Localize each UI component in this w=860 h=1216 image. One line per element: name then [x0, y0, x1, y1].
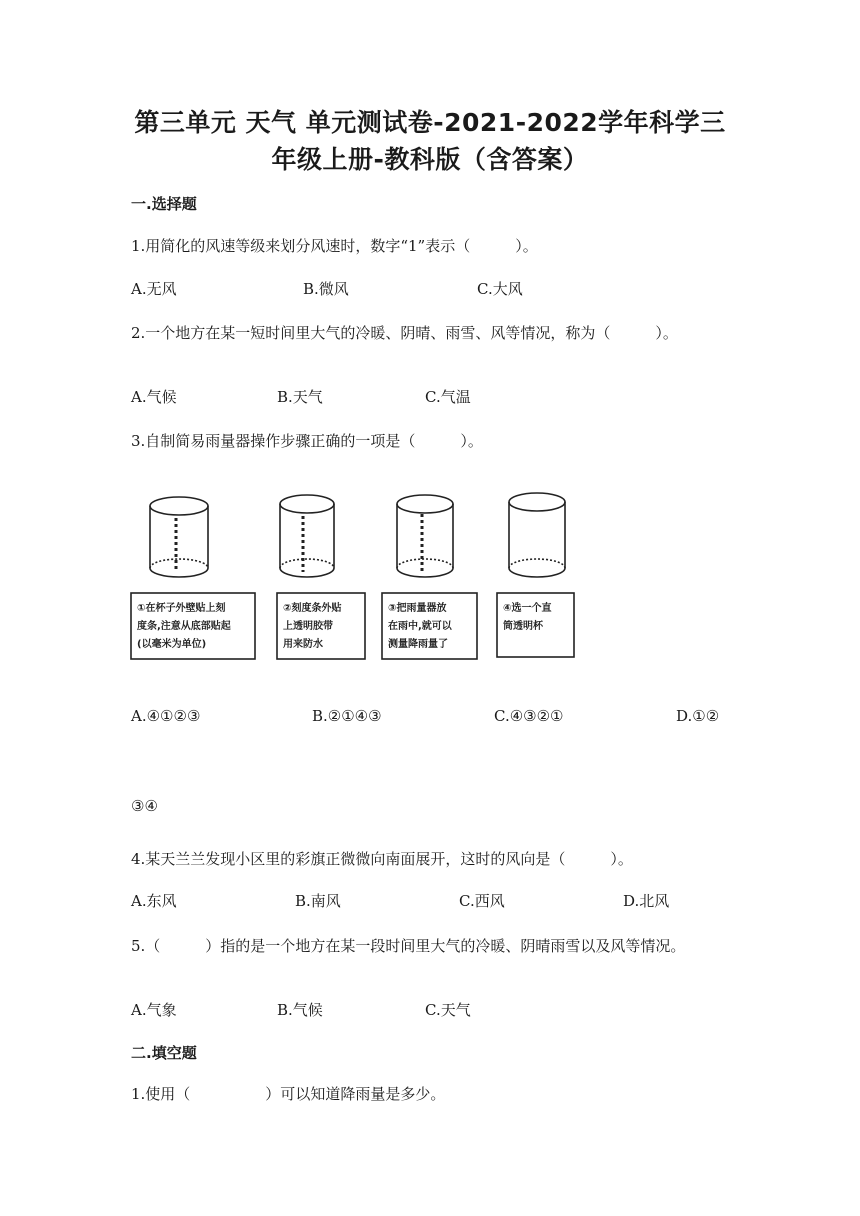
caption-3-line-3: 测量降雨量了	[388, 639, 448, 650]
caption-3-line-2: 在雨中,就可以	[388, 621, 452, 632]
q1-option-a: A.无风	[131, 280, 177, 298]
section-heading-fill-blank: 二.填空题	[131, 1044, 197, 1062]
cup-4-empty	[509, 493, 565, 577]
q5-option-a: A.气象	[131, 1001, 177, 1019]
caption-4-line-2: 筒透明杯	[503, 621, 543, 632]
section-heading-choice: 一.选择题	[131, 195, 197, 213]
q3-option-c: C.④③②①	[494, 707, 564, 725]
q2-option-a: A.气候	[131, 388, 177, 406]
caption-2-line-2: 上透明胶带	[283, 621, 333, 632]
q5-option-c: C.天气	[425, 1001, 471, 1019]
q3-option-d-continued: ③④	[131, 797, 158, 815]
question-2: 2.一个地方在某一短时间里大气的冷暖、阴晴、雨雪、风等情况，称为（ ）。	[131, 324, 678, 342]
title-line-2: 年级上册-教科版（含答案）	[271, 145, 589, 174]
caption-1-line-2: 度条,注意从底部贴起	[137, 621, 231, 632]
q1-option-b: B.微风	[303, 280, 349, 298]
caption-box-2	[277, 593, 365, 659]
q4-option-c: C.西风	[459, 892, 505, 910]
title-line-1: 第三单元 天气 单元测试卷-2021-2022学年科学三	[134, 108, 726, 137]
caption-4-line-1: ④选一个直	[503, 603, 552, 614]
question-1: 1.用简化的风速等级来划分风速时，数字“1”表示（ ）。	[131, 237, 538, 255]
q3-option-d: D.①②	[676, 707, 720, 725]
cup-3-with-scale	[397, 495, 453, 577]
q4-option-d: D.北风	[623, 892, 670, 910]
q2-option-b: B.天气	[277, 388, 323, 406]
caption-2-line-3: 用来防水	[283, 639, 323, 650]
question-5: 5.（ ）指的是一个地方在某一段时间里大气的冷暖、阴晴雨雪以及风等情况。	[131, 937, 686, 955]
question-3: 3.自制简易雨量器操作步骤正确的一项是（ ）。	[131, 432, 483, 450]
caption-2-line-1: ②刻度条外贴	[283, 603, 342, 614]
caption-box-4	[497, 593, 574, 657]
q1-option-c: C.大风	[477, 280, 523, 298]
cup-2-with-scale	[280, 495, 334, 577]
document-title	[100, 104, 760, 178]
question-4: 4.某天兰兰发现小区里的彩旗正微微向南面展开，这时的风向是（ ）。	[131, 850, 633, 868]
fill-question-1: 1.使用（ ）可以知道降雨量是多少。	[131, 1085, 446, 1103]
q5-option-b: B.气候	[277, 1001, 323, 1019]
rain-gauge-steps-figure	[128, 480, 588, 665]
cup-1-with-scale	[150, 497, 208, 577]
q4-option-b: B.南风	[295, 892, 341, 910]
q2-option-c: C.气温	[425, 388, 471, 406]
caption-1-line-1: ①在杯子外壁贴上刻	[137, 603, 226, 614]
q4-option-a: A.东风	[131, 892, 177, 910]
caption-3-line-1: ③把雨量器放	[388, 603, 447, 614]
q3-option-b: B.②①④③	[312, 707, 382, 725]
caption-1-line-3: (以毫米为单位)	[137, 639, 207, 650]
q3-option-a: A.④①②③	[131, 707, 201, 725]
caption-box-3	[382, 593, 477, 659]
caption-box-1	[131, 593, 255, 659]
